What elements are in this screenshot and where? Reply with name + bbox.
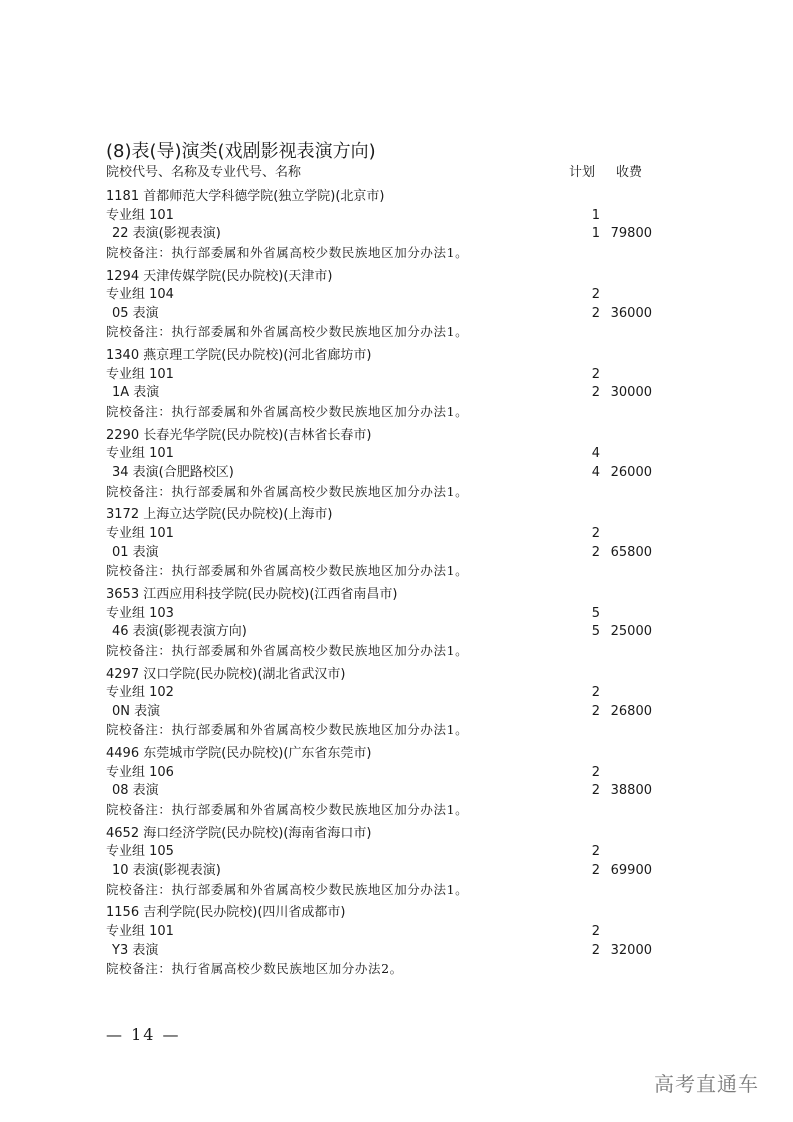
major-row (106, 464, 666, 482)
major-plan: 2 (591, 544, 600, 560)
school-row (106, 506, 666, 524)
school-note (106, 483, 666, 501)
group-plan: 2 (591, 844, 600, 860)
school-note (106, 244, 666, 262)
group-row (106, 605, 666, 623)
group-name: 专业组 105 (106, 844, 174, 860)
note-text: 院校备注：执行部委属和外省属高校少数民族地区加分办法1。 (106, 881, 469, 897)
school-note (106, 721, 666, 739)
group-name: 专业组 101 (106, 526, 174, 541)
school-note (106, 403, 666, 421)
group-row (106, 843, 666, 861)
major-plan: 2 (591, 783, 600, 799)
group-name: 专业组 101 (106, 446, 174, 462)
group-plan: 2 (591, 685, 600, 701)
school-row (106, 666, 666, 684)
group-name: 专业组 103 (106, 605, 174, 621)
group-name: 专业组 101 (106, 207, 174, 223)
school-note (106, 642, 666, 660)
note-text: 院校备注：执行部委属和外省属高校少数民族地区加分办法1。 (106, 404, 469, 419)
school-name: 1340 燕京理工学院(民办院校)(河北省廊坊市) (106, 348, 372, 364)
school-row (106, 586, 666, 604)
page-number: — 14 — (106, 1025, 181, 1044)
major-fee: 32000 (610, 942, 652, 958)
major-fee: 38800 (610, 783, 652, 799)
group-name: 专业组 106 (106, 764, 174, 780)
major-plan: 2 (591, 305, 600, 321)
major-name: 34 表演(合肥路校区) (112, 465, 234, 480)
school-row (106, 745, 666, 763)
note-text: 院校备注：执行部委属和外省属高校少数民族地区加分办法1。 (106, 563, 469, 579)
major-row (106, 703, 666, 721)
watermark: 高考直通车 (654, 1072, 759, 1096)
school-note (106, 960, 666, 978)
major-plan: 2 (591, 942, 600, 958)
school-note (106, 323, 666, 341)
school-name: 3653 江西应用科技学院(民办院校)(江西省南昌市) (106, 587, 398, 602)
major-plan: 2 (591, 385, 600, 401)
group-row (106, 366, 666, 384)
school-row (106, 904, 666, 922)
major-name: 0N 表演 (112, 703, 161, 719)
note-text: 院校备注：执行部委属和外省属高校少数民族地区加分办法1。 (106, 244, 469, 260)
group-row (106, 923, 666, 941)
group-plan: 4 (591, 446, 600, 462)
group-row (106, 525, 666, 543)
school-name: 1156 吉利学院(民办院校)(四川省成都市) (106, 905, 346, 921)
major-fee: 69900 (610, 863, 652, 878)
major-row (106, 544, 666, 562)
major-name: 22 表演(影视表演) (112, 226, 221, 242)
major-name: Y3 表演 (112, 942, 159, 958)
major-row (106, 862, 666, 880)
school-row (106, 268, 666, 286)
group-name: 专业组 101 (106, 924, 174, 939)
note-text: 院校备注：执行部委属和外省属高校少数民族地区加分办法1。 (106, 483, 469, 499)
group-plan: 2 (591, 287, 600, 303)
group-name: 专业组 102 (106, 685, 174, 701)
note-text: 院校备注：执行部委属和外省属高校少数民族地区加分办法1。 (106, 642, 469, 658)
school-name: 3172 上海立达学院(民办院校)(上海市) (106, 507, 333, 523)
group-row (106, 764, 666, 782)
header-plan: 计划 (568, 165, 595, 180)
major-fee: 30000 (610, 385, 652, 401)
school-name: 4297 汉口学院(民办院校)(湖北省武汉市) (106, 666, 346, 682)
major-name: 1A 表演 (112, 385, 160, 401)
major-fee: 26800 (610, 703, 652, 719)
school-note (106, 881, 666, 899)
group-row (106, 286, 666, 304)
major-row (106, 623, 666, 641)
major-fee: 79800 (610, 226, 652, 242)
school-name: 4652 海口经济学院(民办院校)(海南省海口市) (106, 825, 372, 841)
note-text: 院校备注：执行部委属和外省属高校少数民族地区加分办法1。 (106, 722, 469, 738)
group-plan: 5 (591, 605, 600, 621)
major-row (106, 942, 666, 960)
note-text: 院校备注：执行部委属和外省属高校少数民族地区加分办法1。 (106, 802, 469, 817)
major-row (106, 384, 666, 402)
group-row (106, 207, 666, 225)
school-note (106, 801, 666, 819)
major-fee: 26000 (610, 465, 652, 480)
header-fee: 收费 (615, 165, 642, 180)
major-row (106, 782, 666, 800)
group-plan: 1 (591, 207, 600, 223)
group-plan: 2 (591, 924, 600, 939)
major-plan: 2 (591, 703, 600, 719)
major-fee: 65800 (610, 544, 652, 560)
major-fee: 36000 (610, 305, 652, 321)
major-row (106, 305, 666, 323)
school-row (106, 347, 666, 365)
school-name: 1181 首都师范大学科德学院(独立学院)(北京市) (106, 189, 385, 204)
note-text: 院校备注：执行部委属和外省属高校少数民族地区加分办法1。 (106, 324, 469, 340)
school-name: 2290 长春光华学院(民办院校)(吉林省长春市) (106, 427, 372, 443)
group-name: 专业组 104 (106, 287, 174, 303)
school-name: 1294 天津传媒学院(民办院校)(天津市) (106, 268, 333, 284)
group-plan: 2 (591, 526, 600, 541)
school-name: 4496 东莞城市学院(民办院校)(广东省东莞市) (106, 746, 372, 762)
major-name: 46 表演(影视表演方向) (112, 624, 247, 640)
group-plan: 2 (591, 366, 600, 382)
major-fee: 25000 (610, 624, 652, 640)
note-text: 院校备注：执行省属高校少数民族地区加分办法2。 (106, 961, 403, 977)
school-row (106, 825, 666, 843)
school-note (106, 562, 666, 580)
major-name: 10 表演(影视表演) (112, 863, 221, 878)
group-row (106, 445, 666, 463)
page-title: (8)表(导)演类(戏剧影视表演方向) (106, 141, 376, 162)
header-name: 院校代号、名称及专业代号、名称 (106, 165, 302, 180)
major-name: 08 表演 (112, 783, 159, 799)
major-row (106, 225, 666, 243)
major-name: 01 表演 (112, 544, 159, 560)
group-row (106, 684, 666, 702)
major-plan: 4 (591, 465, 600, 480)
major-plan: 1 (591, 226, 600, 242)
school-row (106, 188, 666, 206)
school-row (106, 427, 666, 445)
major-plan: 2 (591, 863, 600, 878)
group-name: 专业组 101 (106, 366, 174, 382)
major-name: 05 表演 (112, 305, 159, 321)
major-plan: 5 (591, 624, 600, 640)
group-plan: 2 (591, 764, 600, 780)
table-header (106, 164, 666, 182)
